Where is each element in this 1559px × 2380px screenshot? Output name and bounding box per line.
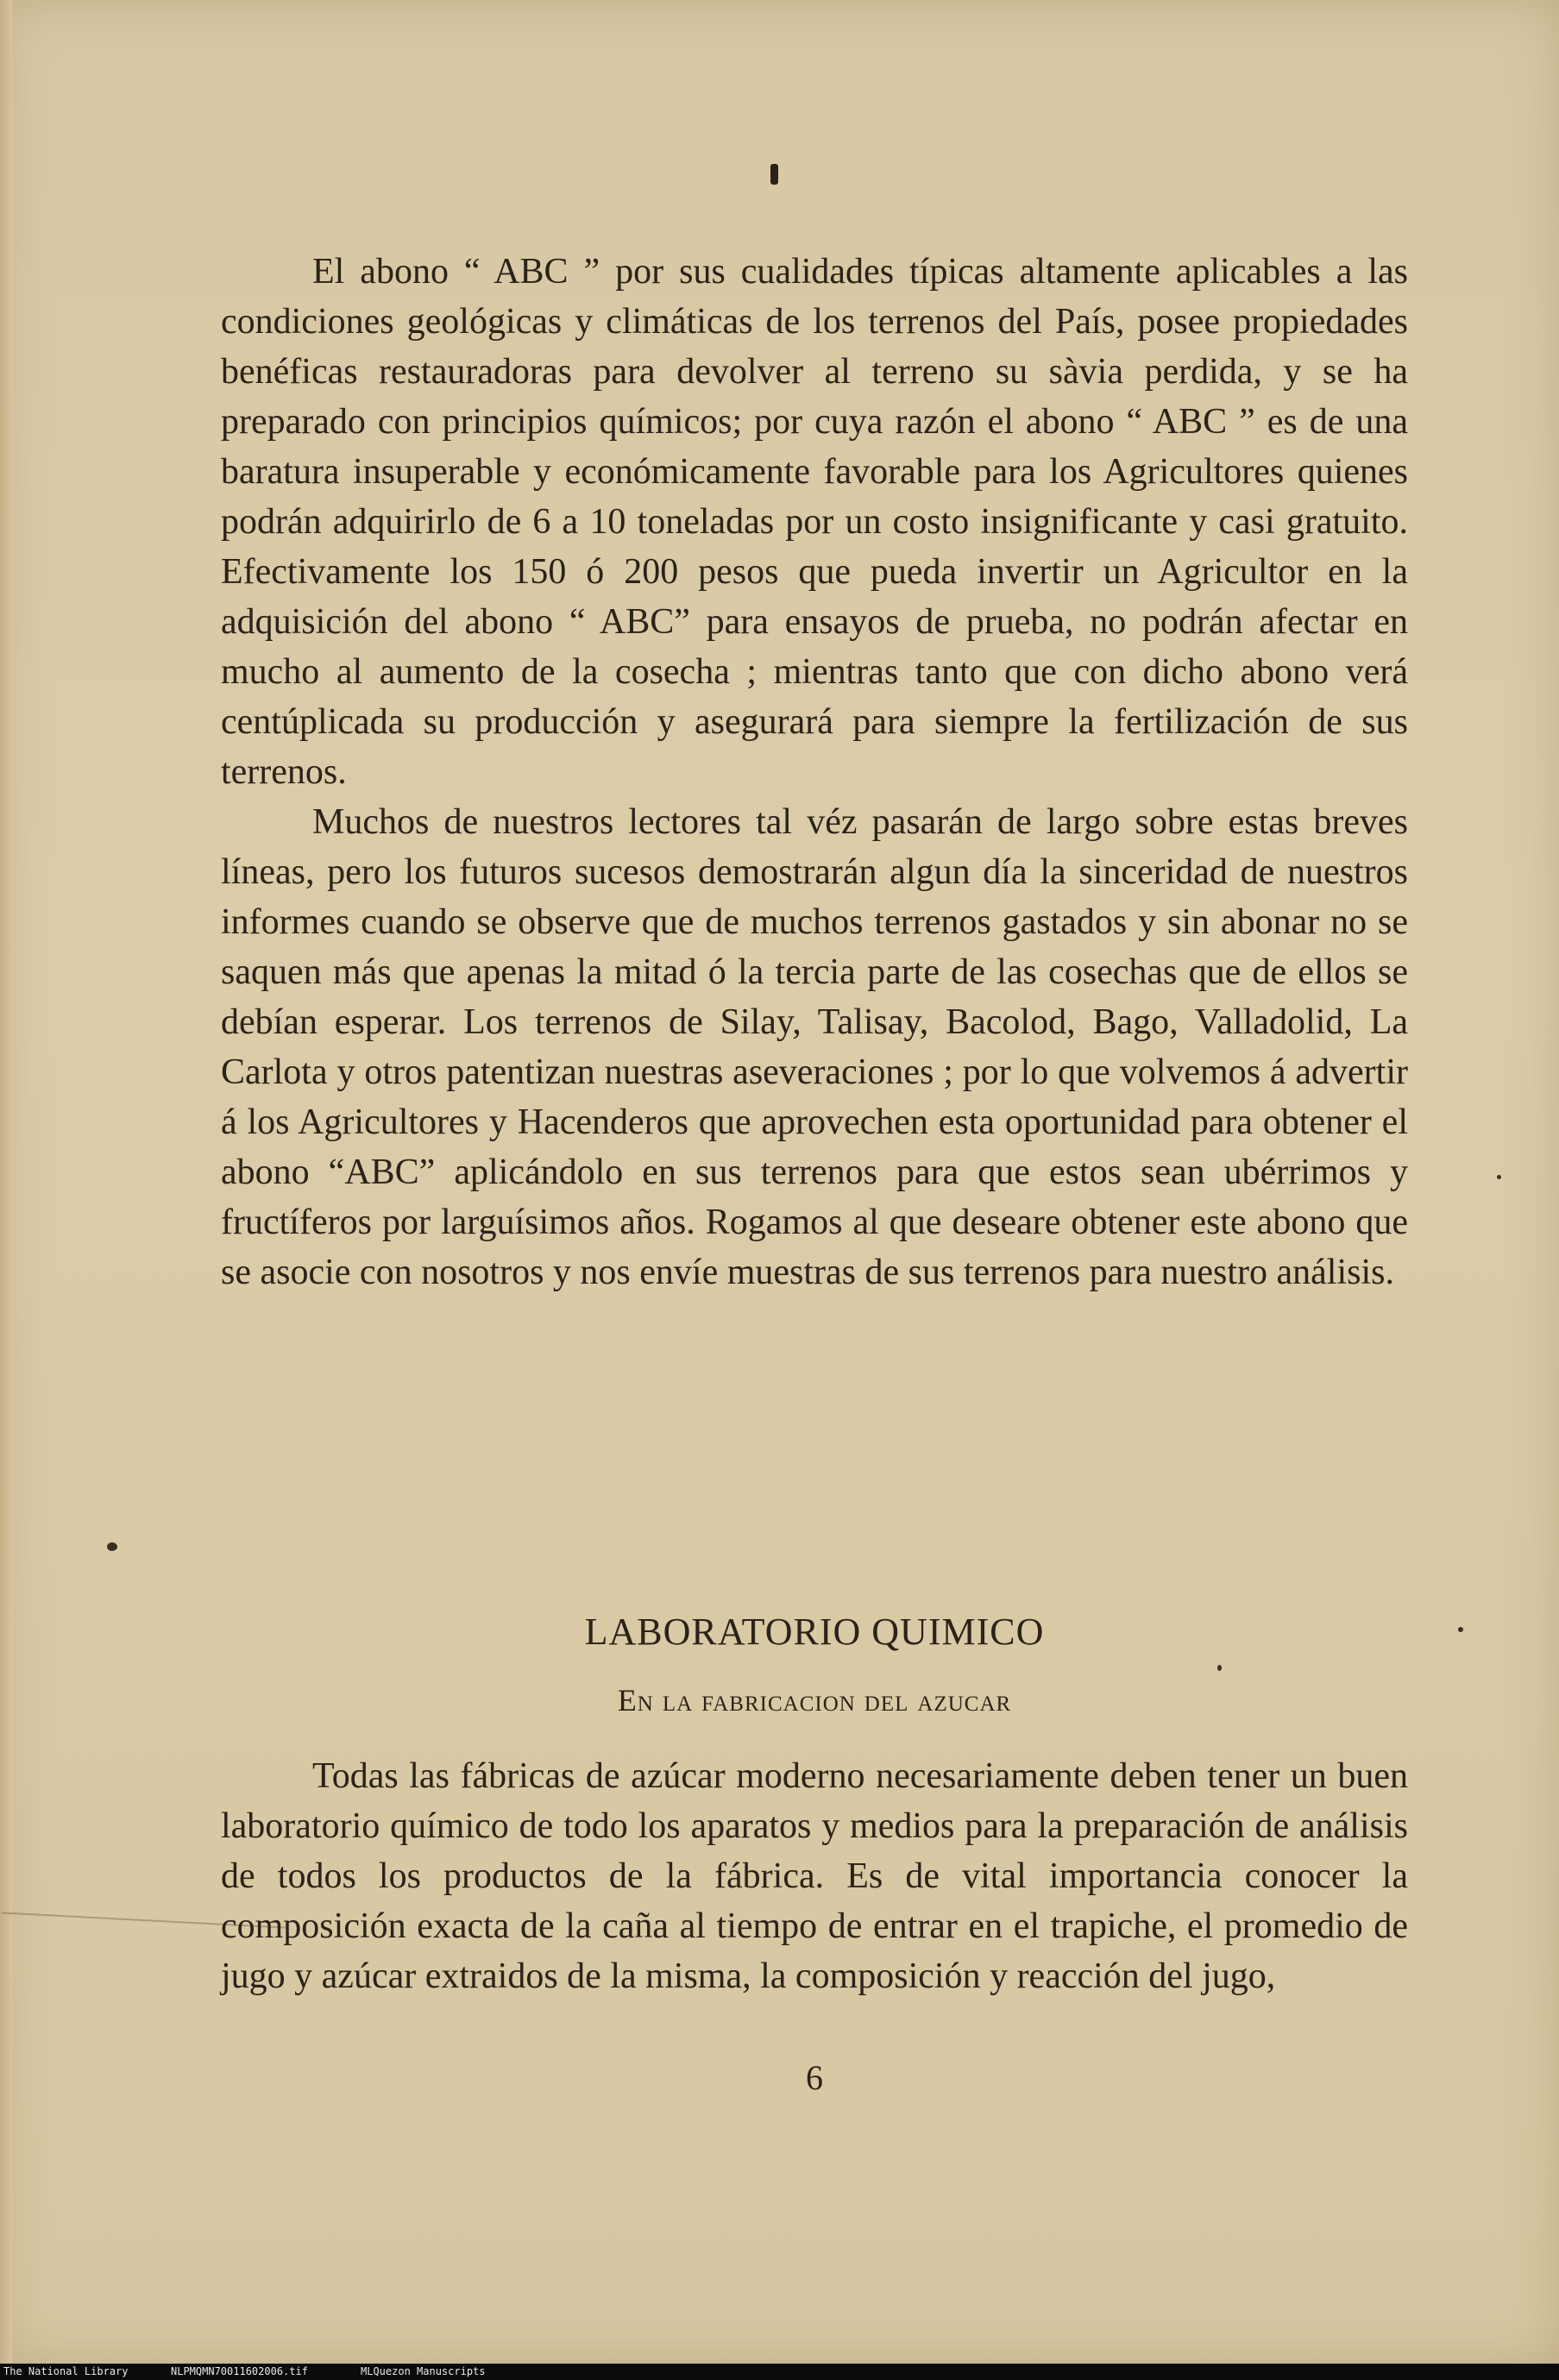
page-number: 6 [806,2058,823,2097]
ink-speck [1217,1665,1222,1671]
section-body [221,1751,1408,2001]
ink-speck [1497,1175,1501,1179]
footer-library: The National Library [3,2365,129,2377]
page-edge [0,0,12,2364]
section-heading: LABORATORIO QUIMICO [584,1611,1045,1653]
paragraph-laboratorio: Todas las fábricas de azúcar moderno necesariamente deben tener un buen laboratorio químico de todo los aparatos y medios para la preparación de análisis de todos los productos de la fábrica. Es de vital importancia conocer la composición exacta de la caña al tiempo de entrar en el trapiche, el promedio de jugo y azúcar extraidos de la misma, la composición y reacción del jugo, [221,1756,1408,1996]
scan-footer-bar [0,2364,1559,2380]
body-text [221,247,1408,1297]
ink-speck [1458,1627,1463,1632]
ink-speck [107,1542,117,1551]
section-subheading: En la fabricacion del azucar [617,1683,1012,1717]
paragraph-abono-abc: El abono “ ABC ” por sus cualidades típicas altamente aplicables a las condiciones geológicas y climáticas de los terrenos del País, posee propiedades benéficas restauradoras para devolver al terreno su sàvia perdida, y se ha preparado con principios químicos; por cuya razón el abono “ ABC ” es de una baratura insuperable y económicamente favorable para los Agricultores quienes podrán adquirirlo de 6 a 10 toneladas por un costo insignificante y casi gratuito. Efectivamente los 150 ó 200 pesos que pueda invertir un Agricultor en la adquisición del abono “ ABC” para ensayos de prueba, no podrán afectar en mucho al aumento de la cosecha ; mientras tanto que con dicho abono verá centúplicada su producción y asegurará para siempre la fertilización de sus terrenos. [221,252,1408,792]
paragraph-lectores: Muchos de nuestros lectores tal véz pasarán de largo sobre estas breves líneas, pero los futuros sucesos demostrarán algun día la sinceridad de nuestros informes cuando se observe que de muchos terrenos gastados y sin abonar no se saquen más que apenas la mitad ó la tercia parte de las cosechas que de ellos se debían esperar. Los terrenos de Silay, Talisay, Bacolod, Bago, Valladolid, La Carlota y otros patentizan nuestras aseveraciones ; por lo que volvemos á advertir á los Agricultores y Hacenderos que aprovechen esta oportunidad para obtener el abono “ABC” aplicándolo en sus terrenos para que estos sean ubérrimos y fructíferos por larguísimos años. Rogamos al que deseare obtener este abono que se asocie con nosotros y nos envíe muestras de sus terrenos para nuestro análisis. [221,802,1408,1292]
footer-collection: MLQuezon Manuscripts [361,2365,486,2377]
ink-mark [770,164,778,185]
footer-filename: NLPMQMN70011602006.tif [171,2365,308,2377]
